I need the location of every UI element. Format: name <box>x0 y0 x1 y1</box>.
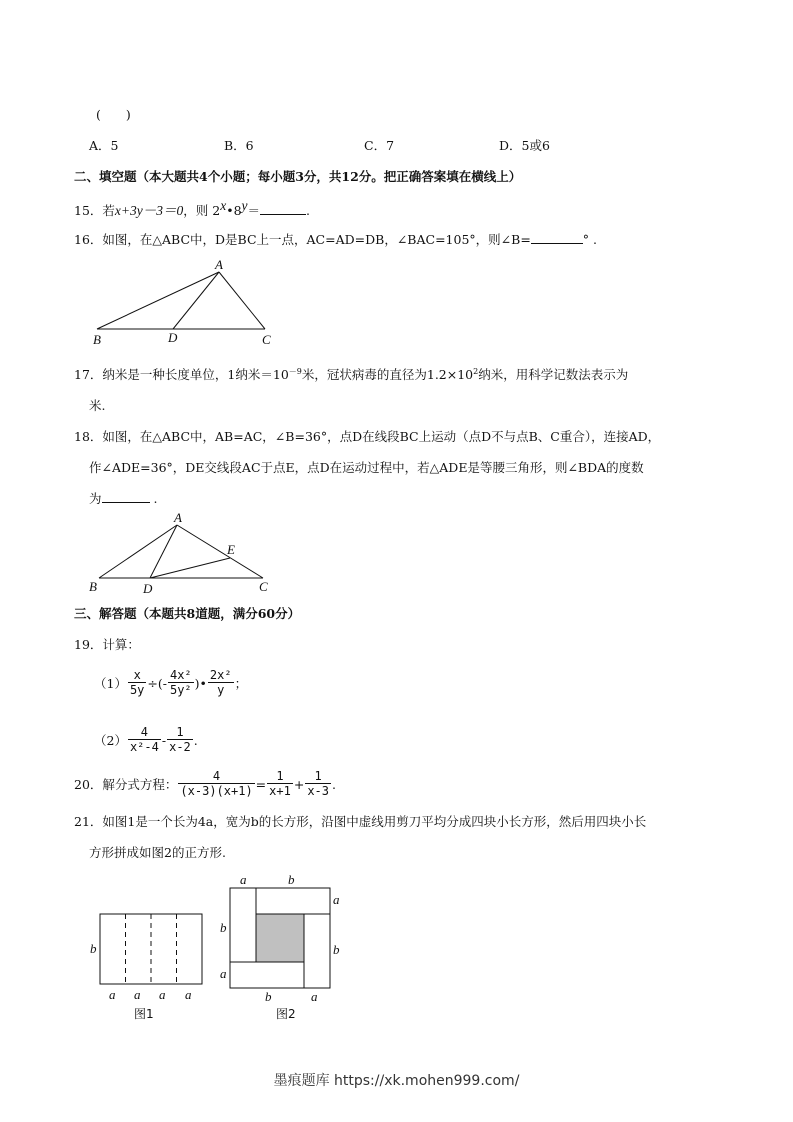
q15-expression: x+3y－3＝0 <box>114 203 184 219</box>
question-17 <box>74 365 628 383</box>
option-b: B．6 <box>224 138 254 153</box>
numerator: 1 <box>267 769 293 784</box>
question-number: 15． <box>74 203 103 219</box>
numerator: 1 <box>305 769 331 784</box>
label-a: A <box>215 257 223 272</box>
label-e: E <box>227 542 235 557</box>
operator: ÷(- <box>147 675 167 691</box>
q18-line2: 作∠ADE=36°，DE交线段AC于点E，点D在运动过程中，若△ADE是等腰三角形，则∠BDA的度数 <box>89 460 644 475</box>
denominator: x-3 <box>307 784 330 798</box>
q15-sup-2: y <box>241 198 248 213</box>
question-number: 19． <box>74 637 103 652</box>
label-b: B <box>93 332 101 347</box>
section-3-title: 三、解答题（本题共8道题，满分60分） <box>74 606 301 621</box>
label-a: a <box>134 987 141 1002</box>
question-15 <box>74 198 310 219</box>
segment-de <box>150 558 230 578</box>
label-a: a <box>109 987 116 1002</box>
label-b: b <box>333 942 340 957</box>
label-c: C <box>262 332 271 347</box>
denominator: y <box>217 683 225 697</box>
fraction <box>267 769 293 799</box>
operator: + <box>293 776 305 792</box>
label-a: a <box>333 892 340 907</box>
numerator: x <box>128 668 146 683</box>
part-end: . <box>193 732 198 748</box>
numerator: 1 <box>167 725 193 740</box>
label-b: b <box>288 872 295 887</box>
segment-ad <box>173 272 219 329</box>
question-21 <box>74 812 646 830</box>
side-ac <box>177 525 263 578</box>
question-number: 16． <box>74 232 103 247</box>
figure-21 <box>84 870 354 1030</box>
operator: - <box>161 732 167 748</box>
center-square <box>256 914 304 962</box>
side-ab <box>99 525 177 578</box>
q18-line1: 如图，在△ABC中，AB=AC，∠B=36°，点D在线段BC上运动（点D不与点B、C重合），连接AD， <box>102 429 661 444</box>
question-20 <box>74 764 336 804</box>
fraction <box>128 725 161 755</box>
segment-ad <box>150 525 177 578</box>
q17-line1: 纳米是一种长度单位，1纳米＝10 <box>102 367 289 382</box>
q17-sup-2: 2 <box>473 366 479 376</box>
numerator: 2x² <box>209 668 232 682</box>
label-a: a <box>185 987 192 1002</box>
label-d: D <box>168 330 178 345</box>
label-a: a <box>159 987 166 1002</box>
fraction <box>128 668 146 698</box>
side-ab <box>97 272 219 329</box>
label-c: C <box>259 579 268 594</box>
part-label: （2） <box>94 733 127 748</box>
label-b: b <box>220 920 227 935</box>
denominator: 5y <box>129 683 145 697</box>
fraction <box>305 769 331 799</box>
q17-line1b: 米，冠状病毒的直径为1.2×10 <box>301 367 474 382</box>
footer-watermark: 墨痕题库 https://xk.mohen999.com/ <box>273 1073 520 1089</box>
label-d: D <box>143 581 153 596</box>
q17-sup-1: －9 <box>288 366 302 376</box>
fraction <box>178 769 254 799</box>
operator: )• <box>194 675 207 691</box>
numerator: 4x² <box>169 668 192 682</box>
answer-blank[interactable] <box>102 491 150 503</box>
question-number: 18． <box>74 429 103 444</box>
q15-text-a: 若 <box>102 203 115 219</box>
label-b: B <box>89 579 97 594</box>
q15-text-b: ，则 2 <box>183 203 221 219</box>
part-end: ； <box>234 676 248 691</box>
question-number: 20． <box>74 777 103 792</box>
figure-2-square <box>220 872 340 1021</box>
q19-part-1 <box>94 663 247 703</box>
label-a: A <box>174 510 182 525</box>
part-label: （1） <box>94 676 127 691</box>
figure-1-caption: 图1 <box>134 1007 154 1021</box>
option-d: D．5或6 <box>499 138 550 153</box>
question-18 <box>74 427 660 445</box>
q19-text: 计算： <box>102 637 140 652</box>
denominator: x²-4 <box>129 740 159 754</box>
q18-line3-text: 为 <box>89 491 102 506</box>
q15-mid: •8 <box>226 203 242 219</box>
figure-1-rectangle <box>90 914 202 1021</box>
q16-end: . <box>593 232 598 247</box>
q15-text-c: ＝ <box>247 203 261 219</box>
section-2-title: 二、填空题（本大题共4个小题；每小题3分，共12分。把正确答案填在横线上） <box>74 169 522 184</box>
fraction <box>167 725 193 755</box>
q19-part-2 <box>94 720 198 760</box>
numerator: 4 <box>178 769 254 784</box>
question-number: 21． <box>74 814 103 829</box>
label-b: b <box>90 941 97 956</box>
label-a: a <box>240 872 247 887</box>
label-b: b <box>265 989 272 1004</box>
denominator: (x-3)(x+1) <box>180 784 253 798</box>
operator: = <box>255 776 267 792</box>
q15-end: . <box>306 203 311 219</box>
figure-2-caption: 图2 <box>276 1007 296 1021</box>
figure-18-triangle <box>86 510 282 600</box>
denominator: x+1 <box>269 784 291 798</box>
q21-line1: 如图1是一个长为4a，宽为b的长方形，沿图中虚线用剪刀平均分成四块小长方形，然后用四块小长 <box>102 814 647 829</box>
q20-end: . <box>332 776 336 792</box>
figure-16-triangle <box>88 256 288 348</box>
fraction <box>168 668 194 698</box>
denominator: x-2 <box>169 740 191 754</box>
q17-line2: 米. <box>89 398 106 413</box>
denominator: 5y² <box>169 683 192 697</box>
q20-text: 解分式方程： <box>102 777 178 792</box>
q16-unit: ° <box>582 232 590 247</box>
question-16 <box>74 230 597 248</box>
q21-line2: 方形拼成如图2的正方形. <box>89 845 226 860</box>
side-ac <box>219 272 265 329</box>
q15-sup-1: x <box>220 198 227 213</box>
label-a: a <box>220 966 227 981</box>
answer-blank[interactable] <box>531 232 583 244</box>
question-number: 17． <box>74 367 103 382</box>
answer-paren: ( ) <box>96 107 131 122</box>
question-19 <box>74 635 140 653</box>
option-c: C．7 <box>364 138 395 153</box>
numerator: 4 <box>128 725 161 740</box>
q16-text: 如图，在△ABC中，D是BC上一点，AC=AD=DB，∠BAC=105°，则∠B= <box>102 232 531 247</box>
answer-blank[interactable] <box>260 203 306 215</box>
q18-line3 <box>89 489 157 507</box>
fraction <box>208 668 234 698</box>
option-a: A．5 <box>89 138 119 153</box>
q17-line1c: 纳米，用科学记数法表示为 <box>478 367 629 382</box>
label-a: a <box>311 989 318 1004</box>
q18-end: . <box>153 491 158 506</box>
